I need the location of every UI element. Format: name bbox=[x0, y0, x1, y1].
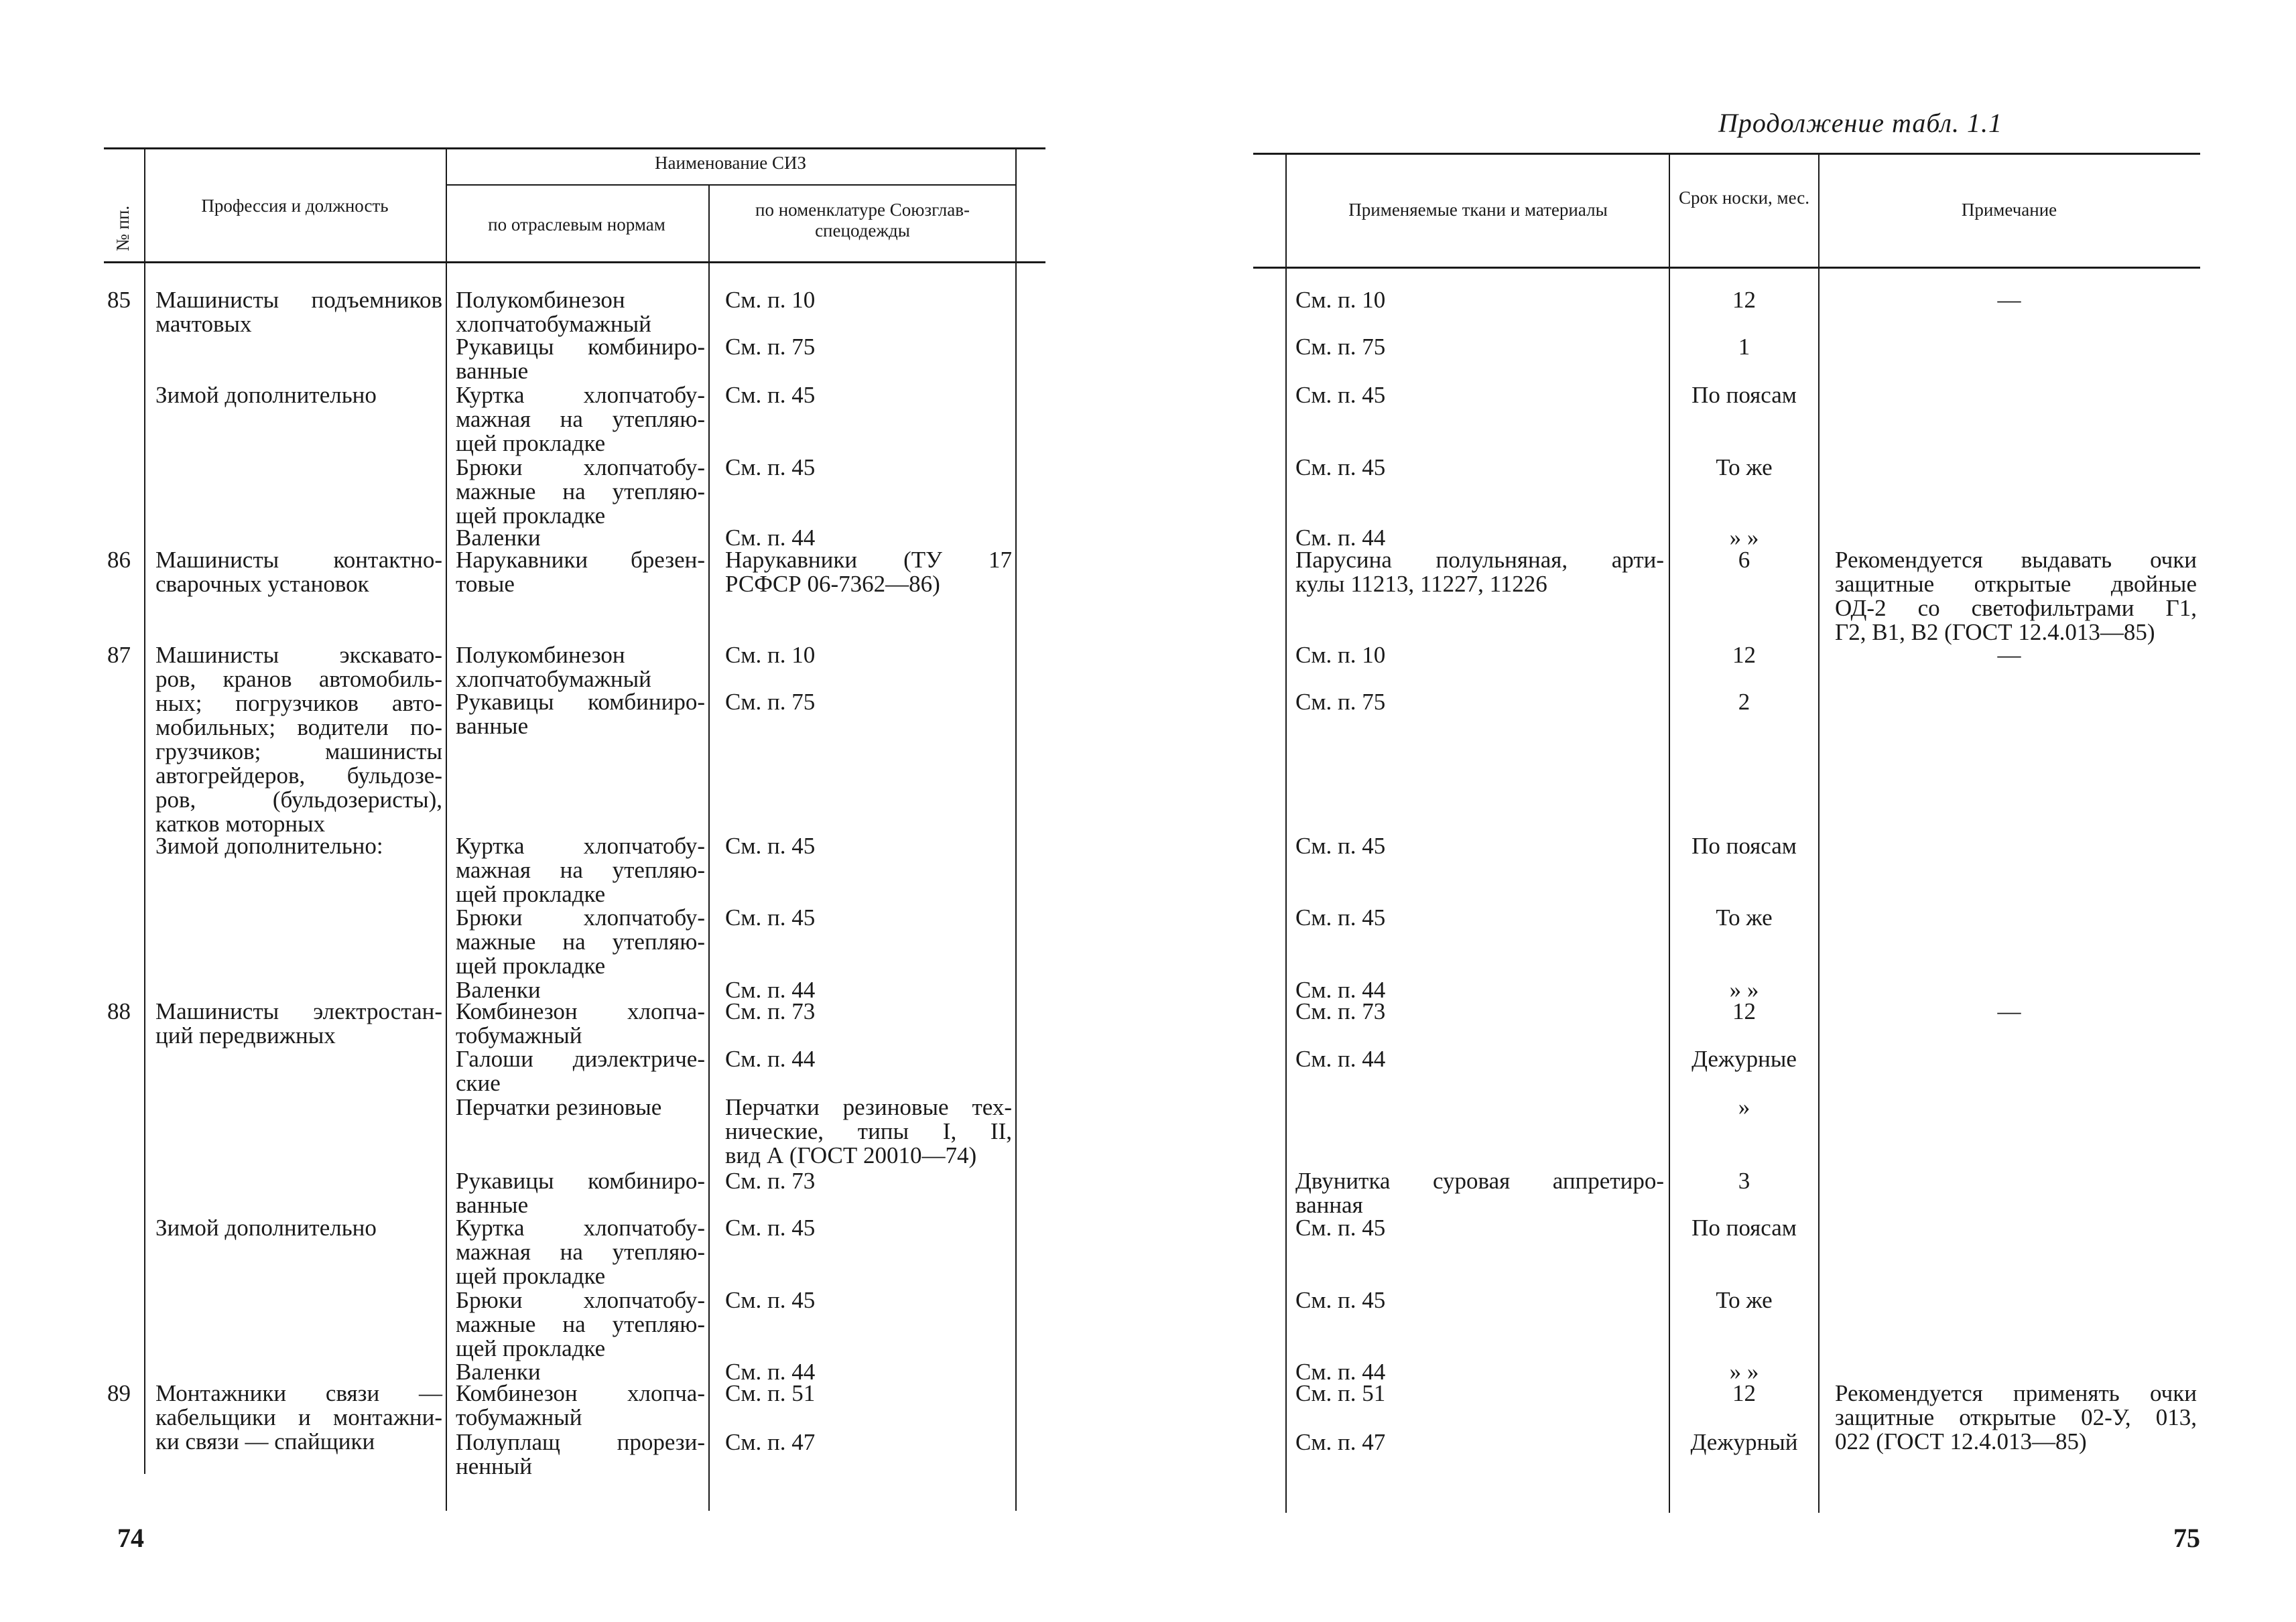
item-industry-norm-cell: щей прокладке bbox=[456, 502, 606, 529]
item-nomenclature-cell: См. п. 75 bbox=[725, 334, 816, 360]
wear-term-cell: То же bbox=[1716, 904, 1773, 931]
siz-subheader-rule bbox=[446, 184, 1015, 186]
material-cell: См. п. 44 bbox=[1295, 1359, 1386, 1385]
note-cell: Рекомендуется применять очки bbox=[1835, 1380, 2197, 1406]
profession-cell: Машинисты контактно- bbox=[155, 547, 442, 573]
item-industry-norm-cell: Полукомбинезон bbox=[456, 287, 625, 313]
profession-cell: Машинисты экскавато- bbox=[155, 642, 442, 668]
material-cell: См. п. 73 bbox=[1295, 998, 1386, 1024]
col-divider-no bbox=[144, 147, 145, 1474]
item-nomenclature-cell: См. п. 10 bbox=[725, 287, 816, 313]
note-cell: — bbox=[1997, 998, 2021, 1024]
item-industry-norm-cell: тобумажный bbox=[456, 1022, 582, 1049]
wear-term-cell: То же bbox=[1716, 454, 1773, 480]
profession-cell: Зимой дополнительно bbox=[155, 1215, 377, 1241]
material-cell: кулы 11213, 11227, 11226 bbox=[1295, 571, 1547, 597]
table-top-rule bbox=[104, 147, 1045, 149]
material-cell: См. п. 75 bbox=[1295, 334, 1386, 360]
profession-cell: сварочных установок bbox=[155, 571, 369, 597]
item-industry-norm-cell: Комбинезон хлопча- bbox=[456, 998, 705, 1024]
item-industry-norm-cell: Рукавицы комбиниро- bbox=[456, 689, 705, 715]
wear-term-cell: 12 bbox=[1732, 998, 1756, 1024]
header-bottom-rule-right bbox=[1253, 267, 2200, 269]
material-cell: См. п. 51 bbox=[1295, 1380, 1386, 1406]
item-industry-norm-cell: ванные bbox=[456, 358, 529, 384]
item-industry-norm-cell: Валенки bbox=[456, 1359, 541, 1385]
item-industry-norm-cell: Комбинезон хлопча- bbox=[456, 1380, 705, 1406]
item-industry-norm-cell: мажные на утепляю- bbox=[456, 1311, 705, 1337]
row-number: 88 bbox=[107, 998, 131, 1024]
item-nomenclature-cell: См. п. 45 bbox=[725, 904, 816, 931]
material-cell: ванная bbox=[1295, 1192, 1363, 1218]
item-nomenclature-cell: См. п. 44 bbox=[725, 525, 816, 551]
profession-cell: Зимой дополнительно: bbox=[155, 833, 383, 859]
material-cell: См. п. 75 bbox=[1295, 689, 1386, 715]
item-industry-norm-cell: хлопчатобумажный bbox=[456, 666, 651, 692]
material-cell: См. п. 45 bbox=[1295, 904, 1386, 931]
wear-term-cell: 2 bbox=[1738, 689, 1750, 715]
profession-cell: Машинисты электростан- bbox=[155, 998, 442, 1024]
item-nomenclature-cell: См. п. 44 bbox=[725, 1359, 816, 1385]
item-nomenclature-cell: См. п. 45 bbox=[725, 1215, 816, 1241]
col-divider-materials bbox=[1669, 153, 1670, 1513]
row-number: 87 bbox=[107, 642, 131, 668]
item-industry-norm-cell: Брюки хлопчатобу- bbox=[456, 1287, 705, 1313]
item-industry-norm-cell: товые bbox=[456, 571, 515, 597]
note-cell: 022 (ГОСТ 12.4.013—85) bbox=[1835, 1428, 2087, 1455]
item-nomenclature-cell: вид А (ГОСТ 20010—74) bbox=[725, 1142, 977, 1168]
item-nomenclature-cell: См. п. 45 bbox=[725, 1287, 816, 1313]
col-divider-items bbox=[708, 184, 710, 1511]
profession-cell: автогрейдеров, бульдозе- bbox=[155, 762, 442, 789]
profession-cell: ций передвижных bbox=[155, 1022, 336, 1049]
item-nomenclature-cell: См. п. 73 bbox=[725, 1168, 816, 1194]
item-industry-norm-cell: ненный bbox=[456, 1453, 532, 1479]
item-industry-norm-cell: щей прокладке bbox=[456, 881, 606, 907]
item-industry-norm-cell: ванные bbox=[456, 1192, 529, 1218]
item-nomenclature-cell: См. п. 45 bbox=[725, 833, 816, 859]
note-cell: ОД-2 со светофильтрами Г1, bbox=[1835, 595, 2197, 621]
wear-term-cell: То же bbox=[1716, 1287, 1773, 1313]
wear-term-cell: Дежурный bbox=[1690, 1429, 1798, 1455]
item-industry-norm-cell: мажная на утепляю- bbox=[456, 406, 705, 432]
row-number: 85 bbox=[107, 287, 131, 313]
col-divider-term bbox=[1818, 153, 1820, 1513]
material-cell: См. п. 45 bbox=[1295, 454, 1386, 480]
material-cell: См. п. 45 bbox=[1295, 833, 1386, 859]
item-industry-norm-cell: хлопчатобумажный bbox=[456, 311, 651, 337]
item-industry-norm-cell: Полуплащ прорези- bbox=[456, 1429, 705, 1455]
profession-cell: ров, кранов автомобиль- bbox=[155, 666, 442, 692]
wear-term-cell: 12 bbox=[1732, 1380, 1756, 1406]
note-cell: защитные открытые 02-У, 013, bbox=[1835, 1404, 2197, 1430]
page-number-right: 75 bbox=[2173, 1523, 2200, 1553]
wear-term-cell: » » bbox=[1729, 525, 1759, 551]
col-divider-profession bbox=[446, 147, 447, 1511]
wear-term-cell: По поясам bbox=[1692, 1215, 1797, 1241]
note-cell: защитные открытые двойные bbox=[1835, 571, 2197, 597]
profession-cell: грузчиков; машинисты bbox=[155, 738, 442, 764]
material-cell: См. п. 10 bbox=[1295, 287, 1386, 313]
item-nomenclature-cell: См. п. 73 bbox=[725, 998, 816, 1024]
material-cell: См. п. 44 bbox=[1295, 525, 1386, 551]
item-industry-norm-cell: Рукавицы комбиниро- bbox=[456, 334, 705, 360]
wear-term-cell: По поясам bbox=[1692, 382, 1797, 408]
material-cell: См. п. 45 bbox=[1295, 1287, 1386, 1313]
header-industry-norms: по отраслевым нормам bbox=[488, 214, 665, 234]
item-industry-norm-cell: Валенки bbox=[456, 977, 541, 1003]
profession-cell: мачтовых bbox=[155, 311, 252, 337]
col-divider-materials-left bbox=[1285, 153, 1287, 1513]
material-cell: См. п. 45 bbox=[1295, 1215, 1386, 1241]
col-divider-nomenclature bbox=[1015, 147, 1017, 1511]
material-cell: Двунитка суровая аппретиро- bbox=[1295, 1168, 1664, 1194]
wear-term-cell: 3 bbox=[1738, 1168, 1750, 1194]
wear-term-cell: » » bbox=[1729, 977, 1759, 1003]
material-cell: Парусина полульняная, арти- bbox=[1295, 547, 1664, 573]
item-industry-norm-cell: Куртка хлопчатобу- bbox=[456, 1215, 705, 1241]
item-nomenclature-cell: См. п. 51 bbox=[725, 1380, 816, 1406]
item-industry-norm-cell: Куртка хлопчатобу- bbox=[456, 833, 705, 859]
item-industry-norm-cell: Рукавицы комбиниро- bbox=[456, 1168, 705, 1194]
header-note: Примечание bbox=[1961, 200, 2057, 220]
wear-term-cell: 12 bbox=[1732, 642, 1756, 668]
profession-cell: катков моторных bbox=[155, 811, 326, 837]
wear-term-cell: 12 bbox=[1732, 287, 1756, 313]
wear-term-cell: » bbox=[1738, 1094, 1750, 1120]
header-profession: Профессия и должность bbox=[201, 196, 389, 216]
item-industry-norm-cell: Брюки хлопчатобу- bbox=[456, 904, 705, 931]
material-cell: См. п. 44 bbox=[1295, 977, 1386, 1003]
item-industry-norm-cell: Куртка хлопчатобу- bbox=[456, 382, 705, 408]
header-siz-name: Наименование СИЗ bbox=[655, 153, 806, 173]
material-cell: См. п. 10 bbox=[1295, 642, 1386, 668]
note-cell: Рекомендуется выдавать очки bbox=[1835, 547, 2197, 573]
profession-cell: Зимой дополнительно bbox=[155, 382, 377, 408]
item-industry-norm-cell: мажные на утепляю- bbox=[456, 478, 705, 504]
item-industry-norm-cell: Галоши диэлектриче- bbox=[456, 1046, 705, 1072]
continuation-title: Продолжение табл. 1.1 bbox=[1718, 108, 2002, 138]
wear-term-cell: Дежурные bbox=[1692, 1046, 1797, 1072]
item-nomenclature-cell: См. п. 45 bbox=[725, 382, 816, 408]
material-cell: См. п. 45 bbox=[1295, 382, 1386, 408]
profession-cell: ных; погрузчиков авто- bbox=[155, 690, 442, 716]
item-nomenclature-cell: См. п. 75 bbox=[725, 689, 816, 715]
table-top-rule-right bbox=[1253, 153, 2200, 155]
item-industry-norm-cell: мажные на утепляю- bbox=[456, 929, 705, 955]
header-no: № пп. bbox=[113, 205, 133, 251]
header-materials: Применяемые ткани и материалы bbox=[1348, 200, 1608, 220]
page-number-left: 74 bbox=[117, 1523, 144, 1553]
note-cell: Г2, В1, В2 (ГОСТ 12.4.013—85) bbox=[1835, 619, 2155, 645]
item-nomenclature-cell: См. п. 10 bbox=[725, 642, 816, 668]
item-industry-norm-cell: щей прокладке bbox=[456, 1335, 606, 1361]
profession-cell: кабельщики и монтажни- bbox=[155, 1404, 442, 1430]
item-industry-norm-cell: ванные bbox=[456, 713, 529, 739]
item-nomenclature-cell: См. п. 44 bbox=[725, 1046, 816, 1072]
header-bottom-rule bbox=[104, 261, 1045, 263]
item-industry-norm-cell: Полукомбинезон bbox=[456, 642, 625, 668]
item-nomenclature-cell: См. п. 44 bbox=[725, 977, 816, 1003]
item-nomenclature-cell: РСФСР 06-7362—86) bbox=[725, 571, 940, 597]
item-industry-norm-cell: щей прокладке bbox=[456, 953, 606, 979]
item-industry-norm-cell: щей прокладке bbox=[456, 1263, 606, 1289]
item-industry-norm-cell: тобумажный bbox=[456, 1404, 582, 1430]
profession-cell: мобильных; водители по- bbox=[155, 714, 442, 740]
material-cell: См. п. 47 bbox=[1295, 1429, 1386, 1455]
item-industry-norm-cell: Валенки bbox=[456, 525, 541, 551]
item-industry-norm-cell: Перчатки резиновые bbox=[456, 1094, 662, 1120]
profession-cell: ров, (бульдозеристы), bbox=[155, 787, 442, 813]
item-industry-norm-cell: мажная на утепляю- bbox=[456, 857, 705, 883]
header-nomenclature: по номенклатуре Союзглав-спецодежды bbox=[755, 200, 970, 241]
item-industry-norm-cell: Нарукавники брезен- bbox=[456, 547, 705, 573]
material-cell: См. п. 44 bbox=[1295, 1046, 1386, 1072]
profession-cell: Монтажники связи — bbox=[155, 1380, 442, 1406]
item-nomenclature-cell: См. п. 47 bbox=[725, 1429, 816, 1455]
profession-cell: Машинисты подъемников bbox=[155, 287, 442, 313]
item-nomenclature-cell: Нарукавники (ТУ 17 bbox=[725, 547, 1012, 573]
note-cell: — bbox=[1997, 287, 2021, 313]
item-industry-norm-cell: Брюки хлопчатобу- bbox=[456, 454, 705, 480]
item-industry-norm-cell: ские bbox=[456, 1070, 501, 1096]
wear-term-cell: По поясам bbox=[1692, 833, 1797, 859]
item-nomenclature-cell: См. п. 45 bbox=[725, 454, 816, 480]
row-number: 86 bbox=[107, 547, 131, 573]
profession-cell: ки связи — спайщики bbox=[155, 1428, 375, 1455]
right-page bbox=[1148, 0, 2296, 1622]
wear-term-cell: 6 bbox=[1738, 547, 1750, 573]
wear-term-cell: » » bbox=[1729, 1359, 1759, 1385]
wear-term-cell: 1 bbox=[1738, 334, 1750, 360]
item-industry-norm-cell: щей прокладке bbox=[456, 430, 606, 456]
row-number: 89 bbox=[107, 1380, 131, 1406]
note-cell: — bbox=[1997, 642, 2021, 668]
item-nomenclature-cell: Перчатки резиновые тех- bbox=[725, 1094, 1012, 1120]
item-industry-norm-cell: мажная на утепляю- bbox=[456, 1239, 705, 1265]
item-nomenclature-cell: нические, типы I, II, bbox=[725, 1118, 1012, 1144]
header-term: Срок носки, мес. bbox=[1678, 188, 1810, 208]
